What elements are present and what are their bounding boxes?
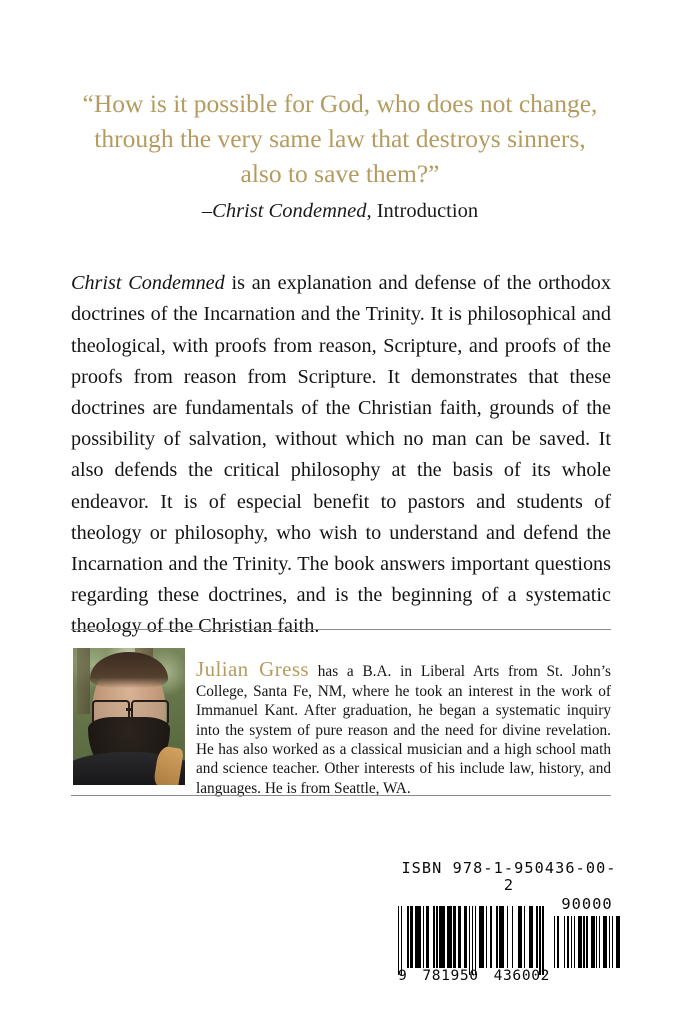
barcode-bar [609,916,610,968]
ean13-human-readable-digits [398,968,550,984]
barcode-bars-row [398,895,620,984]
barcode-bar [447,906,451,968]
divider-above-author [71,629,611,630]
barcode-bar [539,906,540,975]
barcode-bar [571,916,572,968]
barcode-bar [475,906,476,975]
author-biography [196,657,611,798]
barcode-bar [596,916,597,968]
book-description [71,268,611,642]
ean5-addon-barcode [554,916,620,968]
barcode-bar [612,916,613,968]
barcode-bar [453,906,456,968]
pull-quote-line-2: through the very same law that destroys sinners, [94,124,586,153]
barcode-bar [616,916,620,968]
barcode-bar [433,906,434,968]
book-description-text: is an explanation and defense of the orthodox doctrines of the Incarnation and the Trinity. It is philosophical and theological, with proofs from reason, Scripture, and proofs of the proofs from reason from Scripture. It demonstrates that these doctrines are fundamentals of the Christian faith, grounds of the possibility of salvation, without which no man can be saved. It also defends the critical philosophy at the basis of its whole endeavor. It is of especial benefit to pastors and students of theology or philosophy, who wish to understand and defend the Incarnation and the Trinity. The book answers important questions regarding these doctrines, and is the beginning of a systematic theology of the Christian faith. [71,272,611,638]
barcode-bar [499,906,503,968]
barcode-bar [536,906,537,968]
barcode-bar [507,906,508,968]
attribution-dash: – [201,200,213,222]
barcode-bar [529,906,533,968]
barcode-bar [564,916,565,968]
barcode-bar [512,906,513,968]
barcode-addon-digits: 90000 [561,895,613,913]
barcode-bar [426,906,429,968]
barcode-bar [524,906,525,968]
barcode-bar [401,906,402,975]
barcode-bar [410,906,413,968]
barcode-bar [486,906,487,968]
barcode-bar [583,916,584,968]
pull-quote-attribution [62,198,618,224]
barcode-bar [458,906,461,968]
barcode-bar [586,916,587,968]
barcode-bar [436,906,437,968]
barcode-bar [490,906,491,968]
barcode-bar [496,906,497,968]
barcode-bar [464,906,467,968]
ean-digit-group-2: 781950 [422,967,479,984]
barcode-bar [554,916,555,968]
isbn-label: ISBN 978-1-950436-00-2 [401,859,617,894]
barcode-bar [407,906,408,968]
barcode-bar [574,916,575,968]
barcode-bar [423,906,424,968]
barcode-bar [398,906,399,975]
barcode-bar [469,906,470,975]
barcode-bar [439,906,445,968]
author-biography-text: has a B.A. in Liberal Arts from St. John’s College, Santa Fe, NM, where he took an interest in the work of Immanuel Kant. After graduation, he began a systematic inquiry into the system of pure reason and the need for divine revelation. He has also worked as a classical musician and a high school math and science teacher. Other interests of his include law, history, and languages. He is from Seattle, WA. [196,663,611,797]
author-photo [73,648,185,785]
barcode-bar [603,916,607,968]
ean-digit-group-3: 436002 [493,967,550,984]
barcode-bar [542,906,543,975]
ean-digit-group-1: 9 [398,967,408,984]
pull-quote [62,86,618,191]
barcode-bar [518,906,522,968]
barcode-bar [415,906,421,968]
photo-eyeglass-bridge [126,708,132,711]
isbn-barcode-block [398,860,620,982]
book-title-mention: Christ Condemned [71,272,225,295]
barcode-bar [567,916,570,968]
photo-tree-trunk-left [77,648,89,714]
barcode-bar [599,916,600,968]
barcode-bar [472,906,473,975]
barcode-bar [578,916,582,968]
barcode-bar [591,916,595,968]
barcode-bar [479,906,483,968]
ean13-barcode [398,906,544,968]
author-name: Julian Gress [196,657,309,682]
barcode-bar [557,916,560,968]
attribution-work-title: Christ Condemned [212,200,367,222]
divider-below-author [71,795,611,796]
pull-quote-line-3: also to save them?” [240,159,440,188]
attribution-source: , Introduction [366,200,479,222]
pull-quote-line-1: “How is it possible for God, who does not change, [82,89,598,118]
